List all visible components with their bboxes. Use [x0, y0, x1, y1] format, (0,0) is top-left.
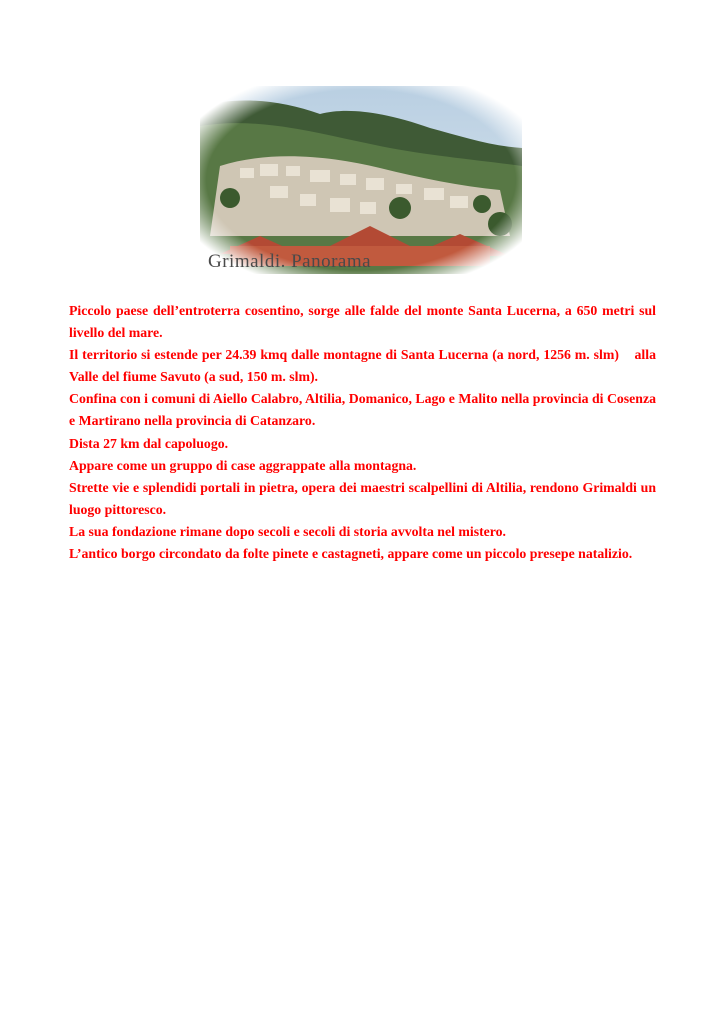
paragraph-streets: Strette vie e splendidi portali in pietra, opera dei maestri scalpellini di Altilia, rendono Grimaldi un luogo pittoresco.	[69, 479, 660, 517]
photo-caption: Grimaldi. Panorama	[208, 251, 372, 272]
paragraph-appearance: Appare come un gruppo di case aggrappate alla montagna.	[69, 457, 417, 473]
photo-vignette	[200, 86, 522, 274]
paragraph-old-village: L’antico borgo circondato da folte pinete e castagneti, appare come un piccolo presepe natalizio.	[69, 546, 633, 562]
paragraph-foundation: La sua fondazione rimane dopo secoli e secoli di storia avvolta nel mistero.	[69, 523, 507, 539]
panorama-photo	[200, 86, 522, 274]
paragraph-borders: Confina con i comuni di Aiello Calabro, Altilia, Domanico, Lago e Malito nella provincia di Cosenza e Martirano nella provincia di Catanzaro.	[69, 391, 660, 429]
paragraph-distance: Dista 27 km dal capoluogo.	[69, 435, 229, 451]
paragraph-territory: Il territorio si estende per 24.39 kmq dalle montagne di Santa Lucerna (a nord, 1256 m. slm) alla Valle del fiume Savuto (a sud, 150 m. slm).	[69, 347, 660, 385]
document-body	[69, 300, 660, 565]
paragraph-location: Piccolo paese dell’entroterra cosentino, sorge alle falde del monte Santa Lucerna, a 650 metri sul livello del mare.	[69, 303, 660, 341]
